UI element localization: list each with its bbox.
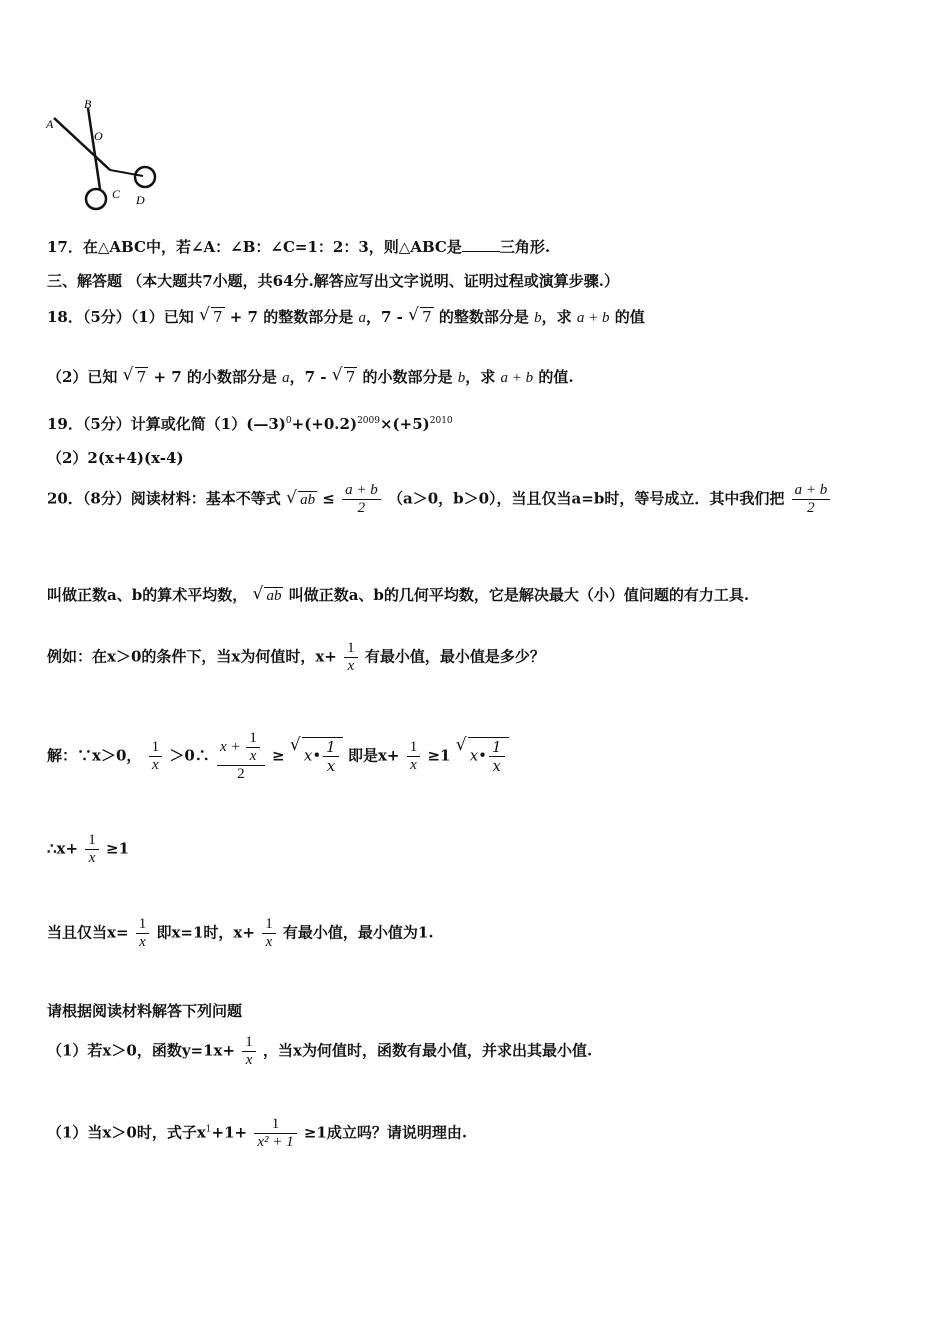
equality-line: 当且仅当x= $\frac{1}{x}$ 即x=1时，x+ $\frac{1}{x}$ 有最小值，最小值为1. bbox=[47, 916, 434, 950]
fraction-1-over-x: $\frac{1}{x}$ bbox=[489, 738, 505, 775]
label-a: A bbox=[46, 117, 54, 131]
sqrt-7: √ 7 bbox=[408, 307, 434, 326]
sqrt-7: √ 7 bbox=[332, 367, 358, 386]
example-line: 例如：在x＞0的条件下，当x为何值时，x+ $\frac{1}{x}$ 有最小值，最小值是多少？ bbox=[47, 640, 545, 674]
sqrt-ab: √ ab bbox=[286, 490, 317, 509]
fraction-1-over-x: $\frac{1}{x}$ bbox=[149, 739, 163, 774]
label-d: D bbox=[136, 193, 145, 207]
question-18-part2: （2）已知 √ 7 + 7 的小数部分是 a，7 - √ 7 的小数部分是 b，求 a + b 的值. bbox=[47, 366, 574, 387]
fraction-1-over-x: $\frac{1}{x}$ bbox=[323, 738, 339, 775]
fraction-1-over-x: $\frac{1}{x}$ bbox=[246, 730, 260, 765]
sqrt-ab: √ ab bbox=[252, 586, 283, 605]
solution-line: 解：∵x＞0， $\frac{1}{x}$ ＞0∴ x + $\frac{1}{x}$ 2 ≥ √ x• $\frac{1}{x}$ 即是x+ $\frac{1}{x}$ ≥1 √ x• $\frac{1}{x}$ bbox=[47, 730, 509, 783]
question-19-line1: 19．（5分）计算或化简$(1)(—3)^0+(+0.2)^{2009}\times(+5)^{2010}$ bbox=[47, 415, 453, 433]
fraction-mean: x + $\frac{1}{x}$ 2 bbox=[217, 730, 265, 783]
therefore-line: ∴x+ $\frac{1}{x}$ ≥1 bbox=[47, 832, 130, 866]
fraction-1-over-x: $\frac{1}{x}$ bbox=[262, 916, 276, 951]
fraction-1-over-x: $\frac{1}{x}$ bbox=[85, 832, 99, 867]
answer-blank[interactable] bbox=[462, 238, 500, 252]
fraction-1-over-x2-plus-1: $\frac{1}{\text{x² + 1}}$ bbox=[254, 1116, 296, 1151]
sqrt-x-dot-1-over-x: √ x• $\frac{1}{x}$ bbox=[456, 737, 509, 775]
fraction-1-over-x: $\frac{1}{x}$ bbox=[242, 1034, 256, 1069]
scissors-figure bbox=[40, 94, 165, 219]
sqrt-7: √ 7 bbox=[199, 307, 225, 326]
fraction-1-over-x: $\frac{1}{x}$ bbox=[407, 739, 421, 774]
fraction-arith-mean: $\frac{a + b}{2}$ bbox=[342, 482, 381, 517]
label-c: C bbox=[112, 187, 121, 201]
label-b: B bbox=[84, 97, 92, 111]
sqrt-x-dot-1-over-x: √ x• $\frac{1}{x}$ bbox=[290, 737, 343, 775]
fraction-arith-mean: $\frac{a + b}{2}$ bbox=[792, 482, 831, 517]
question-20-intro: 20．（8分）阅读材料：基本不等式 √ ab ≤ $\frac{a + b}{2}$ （a＞0，b＞0），当且仅当a=b时，等号成立．其中我们把 $\frac{a + b}{2}$ bbox=[47, 482, 832, 517]
question-18-part1: 18．（5分）（1）已知 √ 7 + 7 的整数部分是 a，7 - √ 7 的整数部分是 b，求 a + b 的值 bbox=[47, 306, 645, 327]
task-1: （1）若x＞0，函数y=1x+ $\frac{1}{x}$ ，当x为何值时，函数有最小值，并求出其最小值. bbox=[47, 1034, 593, 1068]
question-19-line2: （2）2(x+4)(x-4) bbox=[47, 449, 184, 467]
question-17: 17．在△ABC中，若∠A：∠B：∠C=1：2：3，则△ABC是 三角形. bbox=[47, 238, 551, 256]
fraction-1-over-x: $\frac{1}{x}$ bbox=[344, 640, 358, 675]
section-heading: 三、解答题 （本大题共7小题，共64分.解答应写出文字说明、证明过程或演算步骤.） bbox=[47, 272, 619, 290]
task-heading: 请根据阅读材料解答下列问题 bbox=[47, 1002, 243, 1020]
label-o: O bbox=[94, 129, 103, 143]
sqrt-7: √ 7 bbox=[123, 367, 149, 386]
task-2: （1）当x＞0时，式子$x^1+1+$ $\frac{1}{\text{x² + 1}}$ ≥1成立吗？请说明理由. bbox=[47, 1116, 468, 1150]
question-20-line2: 叫做正数a、b的算术平均数， √ ab 叫做正数a、b的几何平均数，它是解决最大（小）值问题的有力工具. bbox=[47, 584, 749, 605]
fraction-1-over-x: $\frac{1}{x}$ bbox=[136, 916, 150, 951]
